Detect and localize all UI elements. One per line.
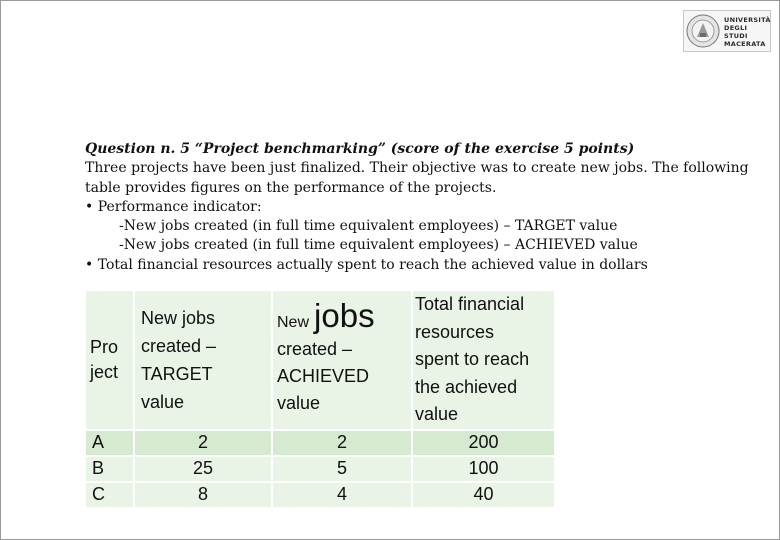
question-text [85, 140, 765, 275]
table-row [85, 430, 555, 456]
cell-achieved: 2 [272, 430, 412, 456]
header-achieved-new: New [277, 314, 310, 332]
table-row [85, 456, 555, 482]
cell-target: 2 [134, 430, 272, 456]
cell-achieved: 4 [272, 482, 412, 508]
cell-achieved: 5 [272, 456, 412, 482]
header-achieved-line-3: ACHIEVED [277, 366, 370, 387]
header-resources-line-3: spent to reach [415, 349, 530, 369]
header-project-line-2: ject [90, 361, 119, 382]
cell-target: 8 [134, 482, 272, 508]
university-logo [683, 10, 771, 52]
cell-project: A [85, 430, 134, 456]
header-target [134, 290, 272, 430]
table-row [85, 482, 555, 508]
logo-line-1: UNIVERSITÀ [724, 16, 771, 24]
header-resources-line-4: the achieved [415, 376, 518, 397]
header-achieved-line-2: created – [277, 339, 353, 360]
header-achieved-jobs: jobs [314, 297, 375, 335]
bullet-performance-indicator: • Performance indicator: [85, 198, 262, 215]
header-achieved-line-4: value [277, 393, 321, 414]
header-target-line-1: New jobs [141, 307, 216, 328]
cell-target: 25 [134, 456, 272, 482]
header-resources-line-2: resources [415, 321, 495, 342]
cell-resources: 40 [412, 482, 555, 508]
cell-resources: 200 [412, 430, 555, 456]
header-project [85, 290, 134, 430]
cell-project: C [85, 482, 134, 508]
logo-line-3: MACERATA [724, 40, 766, 48]
cell-resources: 100 [412, 456, 555, 482]
sub-item-target: -New jobs created (in full time equivalent employees) – TARGET value [119, 218, 618, 235]
header-target-line-2: created – [141, 335, 217, 356]
question-intro: Three projects have been just finalized. Their objective was to create new jobs. The following table provides figures on the performance of the projects. [85, 160, 749, 196]
university-seal-icon [686, 13, 720, 49]
sub-item-achieved: -New jobs created (in full time equivalent employees) – ACHIEVED value [119, 237, 638, 254]
header-resources-line-1: Total financial [415, 294, 525, 314]
header-target-line-4: value [141, 391, 185, 412]
bullet-financial-resources: • Total financial resources actually spent to reach the achieved value in dollars [85, 256, 648, 273]
header-target-line-3: TARGET [141, 363, 213, 384]
question-title: Question n. 5 “Project benchmarking” (score of the exercise 5 points) [85, 141, 635, 157]
logo-line-2: DEGLI STUDI [724, 24, 748, 40]
projects-table [84, 289, 556, 509]
header-project-line-1: Pro [90, 336, 119, 357]
header-achieved [272, 290, 412, 430]
table-header-row [85, 290, 555, 430]
header-resources-line-5: value [415, 404, 459, 424]
cell-project: B [85, 456, 134, 482]
header-resources [412, 290, 555, 430]
